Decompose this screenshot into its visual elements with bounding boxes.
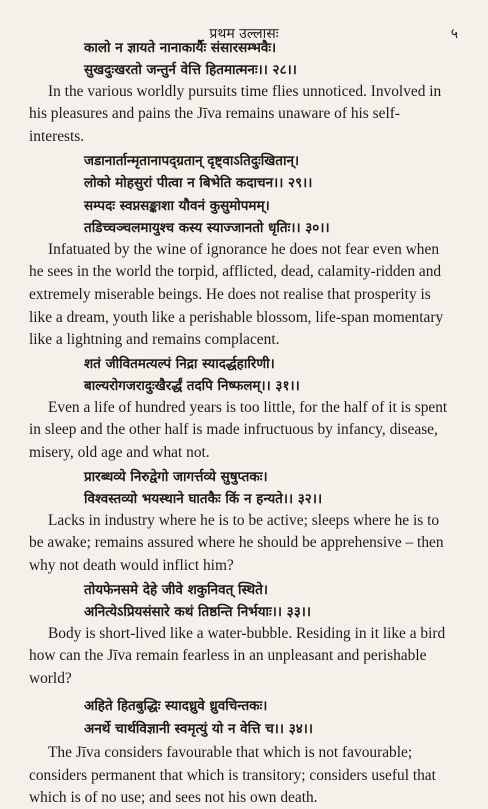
translation-paragraph-start: The Jīva considers favourable that which is not favourable;: [48, 744, 413, 761]
translation-line: be awake; remains assured where he should be apprehensive – then: [29, 534, 444, 551]
sanskrit-verse-line: अहिते हितबुद्धिः स्यादध्रुवे ध्रुवचिन्तकः।: [84, 698, 268, 714]
sanskrit-verse-line: अनर्थे चार्थविज्ञानी स्वमृत्युं यो न वेत्ति च।। ३४।।: [84, 721, 313, 737]
page-number: ५: [450, 26, 458, 42]
translation-line: he sees in the world the torpid, afflicted, dead, calamity-ridden and: [29, 263, 442, 280]
translation-line: which is of no use; and sees not his own death.: [29, 789, 318, 806]
sanskrit-verse-line: सम्पदः स्वप्नसङ्काशा यौवनं कुसुमोपमम्।: [84, 198, 270, 214]
translation-line: how can the Jīva remain fearless in an unpleasant and perishable: [29, 647, 427, 664]
translation-line: like a lightning and remains complacent.: [29, 331, 280, 348]
sanskrit-verse-line: लोको मोहसुरां पीत्वा न बिभेति कदाचन।। २९।।: [84, 175, 313, 191]
sanskrit-verse-line: कालो न ज्ञायते नानाकार्यैः संसारसम्भवैः।: [84, 40, 277, 56]
sanskrit-verse-line: तोयफेनसमे देहे जीवे शकुनिवत् स्थिते।: [84, 582, 268, 598]
translation-line: extremely miserable beings. He does not realise that prosperity is: [29, 286, 431, 303]
sanskrit-verse-line: विश्वस्तव्यो भयस्थाने घातकैः किं न हन्यते।। ३२।।: [84, 491, 323, 507]
sanskrit-verse-line: तडिच्चञ्चलमायुश्च कस्य स्याज्जानतो धृतिः।। ३०।।: [84, 220, 330, 236]
sanskrit-verse-line: सुखदुःखरतो जन्तुर्न वेत्ति हितमात्मनः।। २८।।: [84, 62, 297, 78]
sanskrit-verse-line: बाल्यरोगजरादुःखैरर्द्धं तदपि निष्फलम्।। ३१।।: [84, 378, 300, 394]
translation-paragraph-start: Infatuated by the wine of ignorance he does not fear even when: [48, 241, 440, 258]
translation-line: in sleep and the other half is made infructuous by infancy, disease,: [29, 421, 438, 438]
sanskrit-verse-line: प्रारब्धव्ये निरुद्वेगो जागर्त्तव्ये सुषुप्तकः।: [84, 469, 268, 485]
translation-line: considers permanent that which is transitory; considers useful that: [29, 767, 436, 784]
sanskrit-verse-line: शतं जीवितमत्यल्पं निद्रा स्यादर्द्धहारिणी।: [84, 356, 275, 372]
translation-paragraph-start: Body is short-lived like a water-bubble. Residing in it like a bird: [48, 625, 446, 642]
translation-line: world?: [29, 670, 72, 687]
translation-line: why not death would inflict him?: [29, 557, 234, 574]
sanskrit-verse-line: जडानार्तान्मृतानापद्ग्रतान् दृष्ट्वाऽतिदुःखितान्।: [84, 153, 300, 169]
translation-line: like a dream, youth like a perishable blossom, life-span momentary: [29, 309, 444, 326]
translation-line: misery, old age and what not.: [29, 444, 210, 461]
translation-paragraph-start: In the various worldly pursuits time flies unnoticed. Involved in: [48, 83, 442, 100]
chapter-title: प्रथम उल्लासः: [209, 26, 279, 42]
translation-line: interests.: [29, 128, 85, 145]
translation-paragraph-start: Lacks in industry where he is to be active; sleeps where he is to: [48, 512, 440, 529]
sanskrit-verse-line: अनित्येऽप्रियसंसारे कथं तिष्ठन्ति निर्भयाः।। ३३।।: [84, 604, 311, 620]
translation-line: his pleasures and pains the Jīva remains unaware of his self-: [29, 105, 400, 122]
translation-paragraph-start: Even a life of hundred years is too little, for the half of it is spent: [48, 399, 448, 416]
